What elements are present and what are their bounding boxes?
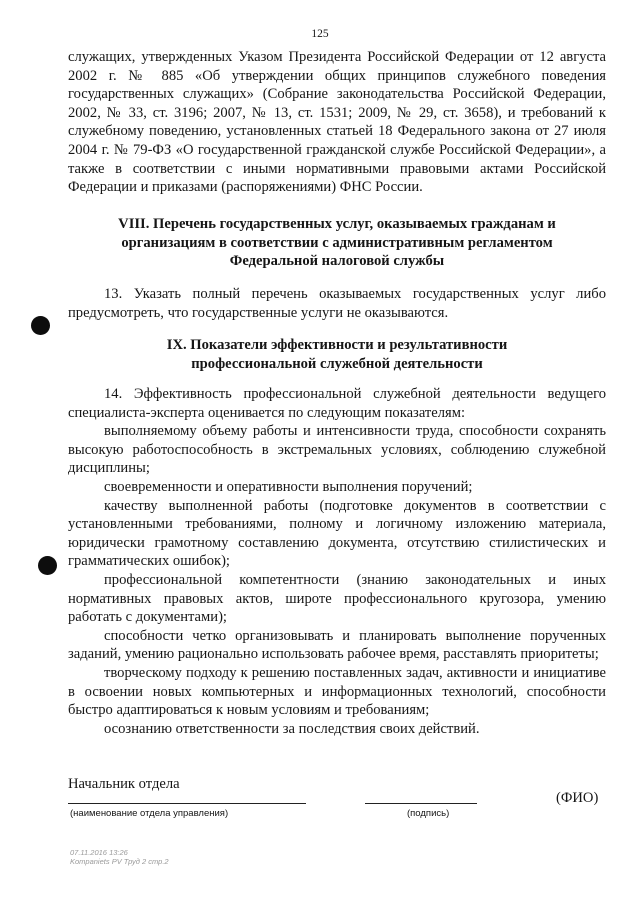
section-9-body <box>68 385 606 738</box>
section-9-heading <box>68 336 606 373</box>
signature-title: Начальник отдела <box>68 776 180 792</box>
indicator-paragraph: осознанию ответственности за последствия своих действий. <box>104 720 480 737</box>
indicator-paragraph: творческому подходу к решению поставленных задач, активности и инициативе в освоении новых компьютерных и информационных технологий, способности быстро адаптироваться к новым условиям и требованиям; <box>68 664 606 719</box>
indicator-paragraph: своевременности и оперативности выполнения поручений; <box>104 478 473 495</box>
department-caption: (наименование отдела управления) <box>70 808 229 819</box>
department-line <box>68 803 306 804</box>
heading-line: VIII. Перечень государственных услуг, оказываемых гражданам и <box>118 216 556 232</box>
print-stamp <box>70 848 169 866</box>
punch-hole-icon <box>31 316 50 335</box>
intro-paragraph: служащих, утвержденных Указом Президента Российской Федерации от 12 августа 2002 г. № 885 «Об утверждении общих принципов служебного поведения государственных служащих» (Собрание законодательства Российской Федерации, 2002, № 33, ст. 3196; 2007, № 13, ст. 1531; 2009, № 29, ст. 3658), и требований к служебному поведению, установленных статьей 18 Федерального закона от 27 июля 2004 г. № 79-ФЗ «О государственной гражданской службе Российской Федерации», а также в соответствии с иными нормативными правовыми актами Российской Федерации и приказами (распоряжениями) ФНС России. <box>68 49 606 196</box>
indicator-paragraph: способности четко организовывать и планировать выполнение порученных заданий, умению рационально использовать рабочее время, расставлять приоритеты; <box>68 627 606 663</box>
heading-line: IX. Показатели эффективности и результативности <box>166 337 508 353</box>
indicator-paragraph: выполняемому объему работы и интенсивности труда, способности сохранять высокую работоспособность в экстремальных условиях, соблюдению служебной дисциплины; <box>68 423 606 477</box>
heading-line: профессиональной служебной деятельности <box>191 355 483 372</box>
indicator-paragraph: качеству выполненной работы (подготовке документов в соответствии с установленными требованиями, полному и логичному изложению материала, юридически грамотному составлению документа, отсутствию стилистических и грамматических ошибок); <box>68 497 606 570</box>
indicator-paragraph: профессиональной компетентности (знанию законодательных и иных нормативных правовых актов, широте профессионального кругозора, умению работать с документами); <box>68 571 606 626</box>
fio-label: (ФИО) <box>556 790 599 806</box>
indicator-paragraph: 14. Эффективность профессиональной служебной деятельности ведущего специалиста-эксперта оценивается по следующим показателям: <box>68 386 606 421</box>
section-8-heading <box>68 215 606 271</box>
stamp-line: 07.11.2016 13:26 <box>70 848 128 857</box>
stamp-line: Kompaniets PV Труд 2 стр.2 <box>70 857 169 866</box>
heading-line: Федеральной налоговой службы <box>229 253 445 270</box>
section-8-paragraph: 13. Указать полный перечень оказываемых государственных услуг либо предусмотреть, что государственные услуги не оказываются. <box>68 286 606 321</box>
page-number: 125 <box>311 28 329 40</box>
punch-hole-icon <box>38 556 57 575</box>
heading-line: организациям в соответствии с административным регламентом <box>121 234 553 251</box>
signature-line <box>365 803 477 804</box>
signature-caption: (подпись) <box>407 808 450 819</box>
